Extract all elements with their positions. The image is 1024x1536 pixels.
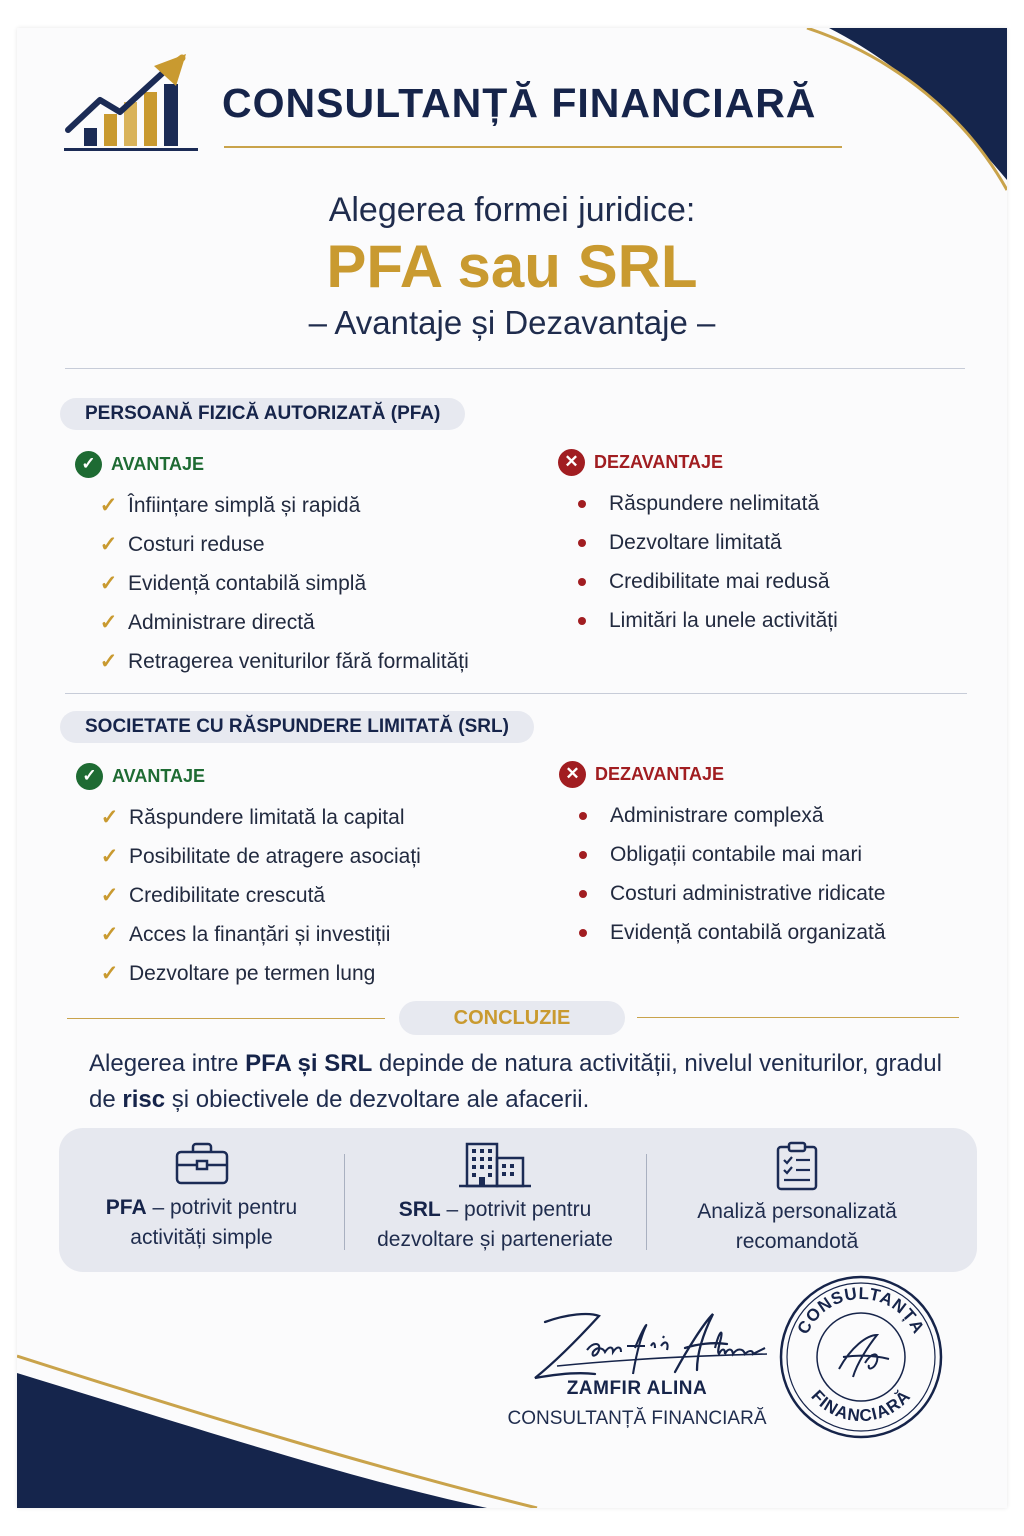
summary-panel [59, 1128, 977, 1272]
list-item: ✓ Răspundere limitată la capital [92, 798, 546, 837]
check-icon: ✓ [99, 611, 118, 634]
bullet-icon [579, 812, 587, 820]
list-item: ✓ Posibilitate de atragere asociați [92, 837, 546, 876]
section-heading-srl: SOCIETATE CU RĂSPUNDERE LIMITATĂ (SRL) [60, 711, 534, 743]
seal-top-text: CONSULTANȚA [793, 1283, 929, 1338]
bullet-icon [578, 539, 586, 547]
summary-bold: SRL [398, 1198, 441, 1221]
check-icon: ✓ [100, 923, 119, 946]
list-item: ✓ Dezvoltare pe termen lung [92, 954, 546, 993]
clipboard-checklist-icon [773, 1141, 821, 1191]
disadvantages-label: DEZAVANTAJE [595, 763, 725, 784]
list-item: ✓ Administrare directă [91, 603, 545, 642]
list-item: ✓ Înființare simplă și rapidă [91, 486, 545, 525]
check-icon: ✓ [100, 845, 119, 868]
divider [65, 693, 967, 694]
srl-disadvantages [559, 760, 979, 952]
list-item: Dezvoltare limitată [564, 523, 978, 562]
list-item: Costuri administrative ridicate [565, 874, 979, 913]
summary-srl: SRL – potrivit pentru dezvoltare și parteneriate [345, 1128, 645, 1272]
check-icon: ✓ [100, 884, 119, 907]
check-icon: ✓ [99, 650, 118, 673]
bullet-icon [578, 500, 586, 508]
list-item: ✓ Retragerea veniturilor fără formalități [91, 642, 545, 681]
briefcase-icon [174, 1141, 230, 1187]
title-main: PFA sau SRL [326, 233, 698, 300]
brand-underline [224, 146, 842, 148]
title-line1: Alegerea formei juridice: [328, 191, 696, 229]
list-item: Evidență contabilă organizată [565, 913, 979, 952]
signatory-title: CONSULTANȚĂ FINANCIARĂ [507, 1408, 767, 1429]
check-circle-icon: ✓ [76, 763, 103, 790]
gold-rule-left [67, 1018, 385, 1019]
list-item: ✓ Credibilitate crescută [92, 876, 546, 915]
x-circle-icon: ✕ [558, 449, 585, 476]
bullet-icon [579, 890, 587, 898]
pfa-advantages [75, 450, 545, 681]
title-subtitle: – Avantaje și Dezavantaje – [308, 304, 716, 341]
list-item: Administrare complexă [565, 796, 979, 835]
office-building-icon [457, 1141, 533, 1189]
disadvantages-label: DEZAVANTAJE [594, 451, 724, 472]
srl-advantages [76, 762, 546, 993]
handwritten-signature [517, 1300, 777, 1390]
check-icon: ✓ [99, 572, 118, 595]
chart-growth-icon [62, 48, 202, 153]
seal-bottom-text: FINANCIARĂ [807, 1386, 915, 1426]
svg-text:FINANCIARĂ [808, 1386, 915, 1425]
bullet-icon [578, 617, 586, 625]
brand-title: CONSULTANȚĂ FINANCIARĂ [222, 80, 817, 126]
document-page [17, 28, 1007, 1508]
divider [65, 368, 965, 369]
summary-analysis: Analiză personalizată recomandotă [647, 1128, 947, 1272]
list-item: ✓ Evidență contabilă simplă [91, 564, 545, 603]
seal-stamp [777, 1273, 945, 1441]
pfa-disadvantages [558, 448, 978, 640]
list-item: ✓ Acces la finanțări și investiții [92, 915, 546, 954]
bullet-icon [578, 578, 586, 586]
list-item: ✓ Costuri reduse [91, 525, 545, 564]
advantages-label: AVANTAJE [112, 765, 206, 786]
section-heading-pfa: PERSOANĂ FIZICĂ AUTORIZATĂ (PFA) [60, 398, 465, 430]
list-item: Credibilitate mai redusă [564, 562, 978, 601]
bullet-icon [579, 851, 587, 859]
list-item: Obligații contabile mai mari [565, 835, 979, 874]
conclusion-text: Alegerea intre PFA și SRL depinde de natura activității, nivelul veniturilor, gradul de risc și obiectivele de dezvoltare ale afacerii. [89, 1050, 942, 1113]
conclusion-label: CONCLUZIE [399, 1001, 625, 1035]
list-item: Răspundere nelimitată [564, 484, 978, 523]
signatory-name: ZAMFIR ALINA [566, 1378, 708, 1399]
summary-pfa: PFA – potrivit pentru activități simple [59, 1128, 344, 1272]
check-icon: ✓ [99, 533, 118, 556]
gold-rule-right [637, 1017, 959, 1018]
check-circle-icon: ✓ [75, 451, 102, 478]
advantages-label: AVANTAJE [111, 453, 205, 474]
list-item: Limitări la unele activități [564, 601, 978, 640]
check-icon: ✓ [100, 962, 119, 985]
x-circle-icon: ✕ [559, 761, 586, 788]
summary-bold: PFA [105, 1196, 147, 1219]
bullet-icon [579, 929, 587, 937]
check-icon: ✓ [99, 494, 118, 517]
check-icon: ✓ [100, 806, 119, 829]
